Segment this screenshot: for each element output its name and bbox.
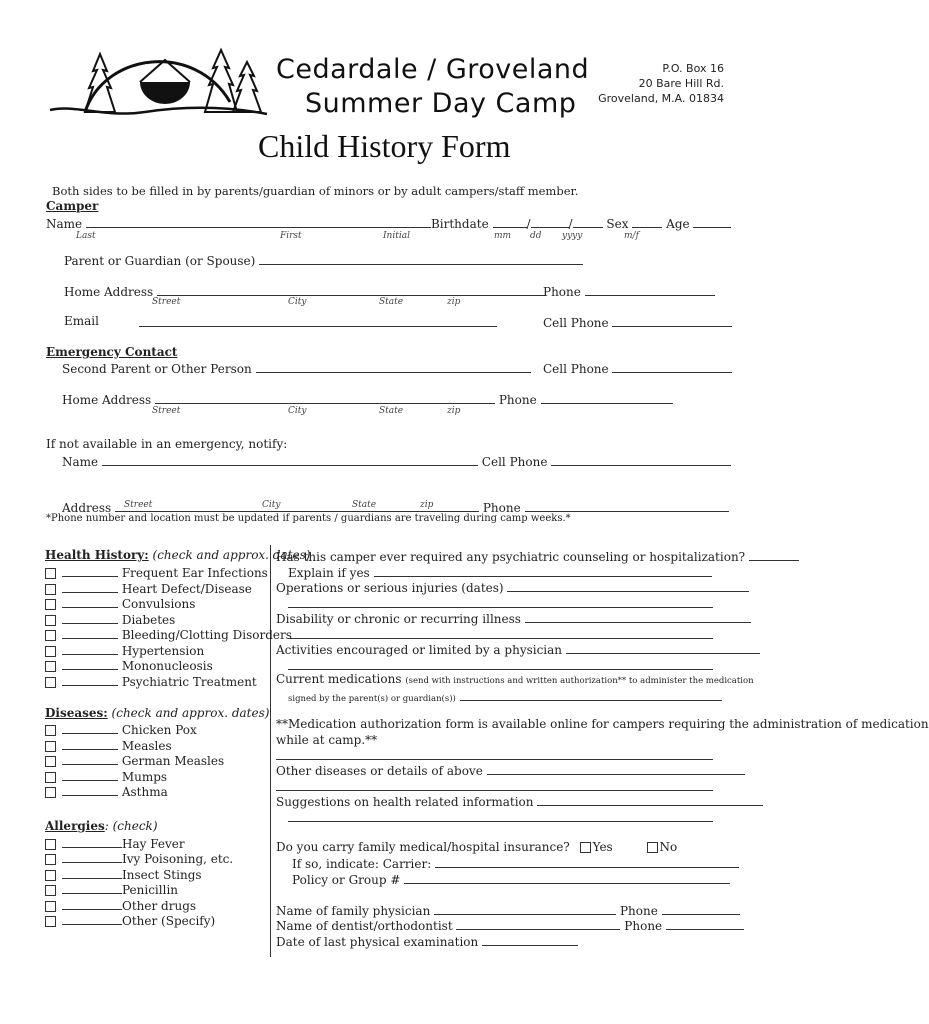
- allergy-item-label: Other drugs: [122, 899, 197, 913]
- exam-field[interactable]: [482, 933, 578, 946]
- exam-row: [276, 933, 578, 949]
- em-home-address-label: Home Address: [62, 393, 152, 407]
- meds-note-row-2: [288, 688, 722, 704]
- em-phone-label: Phone: [498, 393, 537, 407]
- checkbox[interactable]: [45, 787, 56, 798]
- camper-name-row: Name Birthdate / / Sex Age: [46, 215, 731, 231]
- sub-zip: zip: [447, 406, 461, 416]
- date-field[interactable]: [62, 752, 118, 765]
- birthdate-label: Birthdate: [430, 217, 489, 231]
- suggestions-label: Suggestions on health related information: [276, 795, 534, 809]
- sub-initial: Initial: [383, 231, 410, 241]
- address-line: 20 Bare Hill Rd.: [638, 77, 724, 90]
- allergy-item: [45, 835, 185, 851]
- home-address-field[interactable]: [157, 283, 545, 296]
- auth-note-2: while at camp.**: [276, 733, 378, 747]
- cell-row: [543, 314, 732, 330]
- birth-year-field[interactable]: [573, 215, 603, 228]
- sub-mf: m/f: [624, 231, 639, 241]
- phone-label: Phone: [543, 285, 581, 299]
- suggestions-field[interactable]: [537, 793, 763, 806]
- date-field[interactable]: [62, 881, 122, 894]
- second-parent-row: [62, 360, 531, 376]
- phone-field[interactable]: [585, 283, 715, 296]
- disease-item: [45, 737, 172, 753]
- allergy-item-label: Other (Specify): [122, 914, 216, 928]
- no-checkbox[interactable]: [647, 842, 658, 853]
- tree-right-2: [233, 62, 261, 112]
- camp-address: [598, 61, 724, 106]
- date-field[interactable]: [62, 768, 118, 781]
- carrier-row: [292, 855, 739, 871]
- physician-phone-field[interactable]: [662, 902, 740, 915]
- meds-field[interactable]: [460, 688, 722, 701]
- checkbox[interactable]: [45, 870, 56, 881]
- explain-label: Explain if yes: [288, 566, 370, 580]
- checkbox[interactable]: [45, 916, 56, 927]
- carrier-field[interactable]: [435, 855, 739, 868]
- physician-label: Name of family physician: [276, 904, 431, 918]
- disability-field-2[interactable]: [288, 626, 713, 639]
- parent-label: Parent or Guardian (or Spouse): [64, 254, 256, 268]
- emergency-section-title: Emergency Contact: [46, 345, 178, 359]
- allergies-heading: [45, 819, 158, 833]
- other-diseases-row: [276, 762, 745, 778]
- policy-field[interactable]: [404, 871, 730, 884]
- suggestions-row-2: [288, 809, 713, 825]
- tree-right-1: [205, 50, 237, 112]
- checkbox[interactable]: [45, 901, 56, 912]
- notify-phone-field[interactable]: [525, 499, 729, 512]
- sub-zip: zip: [447, 297, 461, 307]
- allergies-heading-note: : (check): [104, 819, 158, 833]
- disease-item: [45, 721, 197, 737]
- diseases-heading-label: Diseases:: [45, 706, 108, 720]
- disease-item: [45, 783, 168, 799]
- second-parent-field[interactable]: [256, 360, 531, 373]
- cell-field[interactable]: [612, 314, 732, 327]
- date-field[interactable]: [62, 626, 118, 639]
- notify-name-label: Name: [62, 455, 99, 469]
- notify-label: If not available in an emergency, notify:: [46, 437, 288, 451]
- health-item-label: Hypertension: [121, 644, 205, 658]
- insurance-label: Do you carry family medical/hospital insurance?: [276, 840, 570, 854]
- email-row: [139, 314, 497, 330]
- yes-label: Yes: [592, 840, 613, 854]
- allergy-item-label: Ivy Poisoning, etc.: [122, 852, 234, 866]
- parent-row: [64, 252, 583, 268]
- date-field[interactable]: [62, 580, 118, 593]
- date-field[interactable]: [62, 673, 118, 686]
- home-address-label: Home Address: [64, 285, 154, 299]
- date-field[interactable]: [62, 850, 122, 863]
- allergies-heading-label: Allergies: [45, 819, 105, 833]
- checkbox[interactable]: [45, 584, 56, 595]
- sub-street: Street: [152, 297, 181, 307]
- intro-text: Both sides to be filled in by parents/guardian of minors or by adult campers/staff member.: [52, 184, 579, 198]
- allergy-item: [45, 881, 178, 897]
- operations-label: Operations or serious injuries (dates): [276, 581, 504, 595]
- other-diseases-row-2: [276, 778, 713, 794]
- current-meds-row: [276, 672, 754, 686]
- carrier-label: If so, indicate: Carrier:: [292, 857, 432, 871]
- other-diseases-label: Other diseases or details of above: [276, 764, 483, 778]
- travel-note: *Phone number and location must be updated if parents / guardians are traveling during camp weeks.*: [46, 513, 571, 524]
- dentist-phone-label: Phone: [624, 919, 663, 933]
- activities-field-2[interactable]: [288, 657, 713, 670]
- disability-row: [276, 610, 751, 626]
- sub-dd: dd: [530, 231, 542, 241]
- diseases-heading-note: (check and approx. dates): [111, 706, 270, 720]
- disease-item: [45, 752, 224, 768]
- disability-label: Disability or chronic or recurring illness: [276, 612, 521, 626]
- psych-field[interactable]: [749, 548, 799, 561]
- sub-state: State: [379, 297, 404, 307]
- operations-field[interactable]: [507, 579, 749, 592]
- date-field[interactable]: [62, 721, 118, 734]
- allergy-item: [45, 850, 233, 866]
- sub-state: State: [379, 406, 404, 416]
- activities-row-2: [288, 657, 713, 673]
- checkbox[interactable]: [45, 599, 56, 610]
- meds-field-2[interactable]: [276, 747, 713, 760]
- psych-label: Has this camper ever required any psychiatric counseling or hospitalization?: [276, 550, 746, 564]
- yes-checkbox[interactable]: [580, 842, 591, 853]
- date-field[interactable]: [62, 783, 118, 796]
- checkbox[interactable]: [45, 677, 56, 688]
- diseases-heading: [45, 706, 269, 720]
- sub-street: Street: [152, 406, 181, 416]
- parent-field[interactable]: [259, 252, 583, 265]
- em-phone-field[interactable]: [541, 391, 673, 404]
- health-item-label: Mononucleosis: [121, 659, 213, 673]
- allergy-item-label: Hay Fever: [122, 837, 185, 851]
- health-item: [45, 564, 268, 580]
- disease-item-label: German Measles: [121, 754, 225, 768]
- sub-street: Street: [124, 500, 153, 510]
- date-field[interactable]: [62, 657, 118, 670]
- date-field[interactable]: [62, 611, 118, 624]
- sex-label: Sex: [606, 217, 629, 231]
- date-field[interactable]: [62, 737, 118, 750]
- address-line: P.O. Box 16: [662, 62, 724, 75]
- health-item: [45, 595, 195, 611]
- em-cell-field[interactable]: [612, 360, 732, 373]
- checkbox[interactable]: [45, 646, 56, 657]
- allergy-item: [45, 897, 196, 913]
- meds-note-2: signed by the parent(s) or guardian(s)): [288, 694, 456, 704]
- psych-row: [276, 548, 799, 564]
- insurance-row: [276, 840, 677, 854]
- checkbox[interactable]: [45, 885, 56, 896]
- checkbox[interactable]: [45, 568, 56, 579]
- address-line: Groveland, M.A. 01834: [598, 92, 724, 105]
- camper-name-field[interactable]: [86, 215, 431, 228]
- health-item: [45, 673, 257, 689]
- email-field[interactable]: [139, 314, 497, 327]
- camper-section-title: Camper: [46, 199, 99, 213]
- allergy-item-label: Penicillin: [122, 883, 179, 897]
- other-diseases-field-2[interactable]: [276, 778, 713, 791]
- health-item: [45, 657, 213, 673]
- health-item-label: Frequent Ear Infections: [121, 566, 268, 580]
- dentist-phone-field[interactable]: [666, 917, 744, 930]
- dentist-row: [276, 917, 744, 933]
- notify-address-label: Address: [62, 501, 112, 515]
- disability-field[interactable]: [525, 610, 751, 623]
- sub-first: First: [280, 231, 302, 241]
- disease-item-label: Asthma: [121, 785, 168, 799]
- age-field[interactable]: [693, 215, 731, 228]
- allergy-item: [45, 912, 215, 928]
- notify-cell-label: Cell Phone: [481, 455, 548, 469]
- sub-zip: zip: [420, 500, 434, 510]
- sub-mm: mm: [494, 231, 512, 241]
- disability-row-2: [288, 626, 713, 642]
- phone-row: [543, 283, 715, 299]
- health-heading-label: Health History:: [45, 548, 149, 562]
- activities-label: Activities encouraged or limited by a physician: [276, 643, 563, 657]
- date-field[interactable]: [62, 866, 122, 879]
- sub-yyyy: yyyy: [562, 231, 583, 241]
- health-item: [45, 580, 252, 596]
- auth-row-line: [276, 747, 713, 763]
- meds-note-1: (send with instructions and written authorization** to administer the medication: [405, 676, 754, 686]
- date-field[interactable]: [62, 897, 122, 910]
- em-cell-label: Cell Phone: [543, 362, 609, 376]
- disease-item-label: Chicken Pox: [121, 723, 197, 737]
- checkbox[interactable]: [45, 725, 56, 736]
- health-item: [45, 611, 175, 627]
- allergy-item: [45, 866, 202, 882]
- disease-item-label: Mumps: [121, 770, 168, 784]
- birth-month-field[interactable]: [493, 215, 527, 228]
- no-label: No: [659, 840, 678, 854]
- sub-city: City: [262, 500, 281, 510]
- operations-row: [276, 579, 749, 595]
- birth-day-field[interactable]: [531, 215, 569, 228]
- em-home-address-field[interactable]: [155, 391, 495, 404]
- notify-cell-field[interactable]: [551, 453, 731, 466]
- health-heading-note: (check and approx. dates): [152, 548, 311, 562]
- email-label: Email: [64, 314, 99, 328]
- sub-city: City: [288, 297, 307, 307]
- name-label: Name: [46, 217, 83, 231]
- health-item-label: Convulsions: [121, 597, 196, 611]
- checkbox[interactable]: [45, 615, 56, 626]
- cell-label: Cell Phone: [543, 316, 609, 330]
- checkbox[interactable]: [45, 839, 56, 850]
- exam-label: Date of last physical examination: [276, 935, 479, 949]
- auth-note-1: **Medication authorization form is available online for campers requiring the administration of medication: [276, 717, 929, 731]
- form-title: Child History Form: [258, 128, 511, 164]
- sex-field[interactable]: [632, 215, 662, 228]
- notify-name-field[interactable]: [102, 453, 478, 466]
- operations-field-2[interactable]: [288, 595, 713, 608]
- dentist-field[interactable]: [456, 917, 620, 930]
- allergy-item-label: Insect Stings: [122, 868, 202, 882]
- age-label: Age: [666, 217, 690, 231]
- health-item: [45, 626, 292, 642]
- policy-row: [292, 871, 730, 887]
- camp-name-line1: Cedardale / Groveland: [276, 54, 590, 85]
- sub-state: State: [352, 500, 377, 510]
- camp-name-line2: Summer Day Camp: [305, 88, 577, 119]
- date-field[interactable]: [62, 564, 118, 577]
- policy-label: Policy or Group #: [292, 873, 401, 887]
- notify-name-row: [62, 453, 731, 469]
- date-field[interactable]: [62, 835, 122, 848]
- em-home-address-row: [62, 391, 673, 407]
- operations-row-2: [288, 595, 713, 611]
- health-heading: [45, 548, 310, 562]
- explain-row: [288, 564, 712, 580]
- date-field[interactable]: [62, 912, 122, 925]
- checkbox[interactable]: [45, 661, 56, 672]
- health-item-label: Diabetes: [121, 613, 176, 627]
- suggestions-row: [276, 793, 763, 809]
- checkbox[interactable]: [45, 756, 56, 767]
- physician-row: [276, 902, 740, 918]
- date-field[interactable]: [62, 595, 118, 608]
- health-item-label: Heart Defect/Disease: [121, 582, 252, 596]
- date-field[interactable]: [62, 642, 118, 655]
- health-item-label: Psychiatric Treatment: [121, 675, 257, 689]
- sub-last: Last: [76, 231, 96, 241]
- disease-item-label: Measles: [121, 739, 172, 753]
- notify-phone-label: Phone: [482, 501, 521, 515]
- other-diseases-field[interactable]: [487, 762, 745, 775]
- current-meds-label: Current medications: [276, 672, 402, 686]
- activities-field[interactable]: [566, 641, 760, 654]
- column-divider: [270, 545, 271, 957]
- em-cell-row: [543, 360, 732, 376]
- activities-row: [276, 641, 760, 657]
- suggestions-field-2[interactable]: [288, 809, 713, 822]
- checkbox[interactable]: [45, 854, 56, 865]
- sub-city: City: [288, 406, 307, 416]
- dentist-label: Name of dentist/orthodontist: [276, 919, 453, 933]
- health-item: [45, 642, 204, 658]
- checkbox[interactable]: [45, 741, 56, 752]
- checkbox[interactable]: [45, 630, 56, 641]
- health-item-label: Bleeding/Clotting Disorders: [121, 628, 292, 642]
- sun-half: [140, 82, 190, 104]
- checkbox[interactable]: [45, 772, 56, 783]
- physician-phone-label: Phone: [619, 904, 658, 918]
- second-parent-label: Second Parent or Other Person: [62, 362, 252, 376]
- disease-item: [45, 768, 167, 784]
- explain-field[interactable]: [374, 564, 712, 577]
- physician-field[interactable]: [434, 902, 616, 915]
- camp-logo: [45, 42, 270, 120]
